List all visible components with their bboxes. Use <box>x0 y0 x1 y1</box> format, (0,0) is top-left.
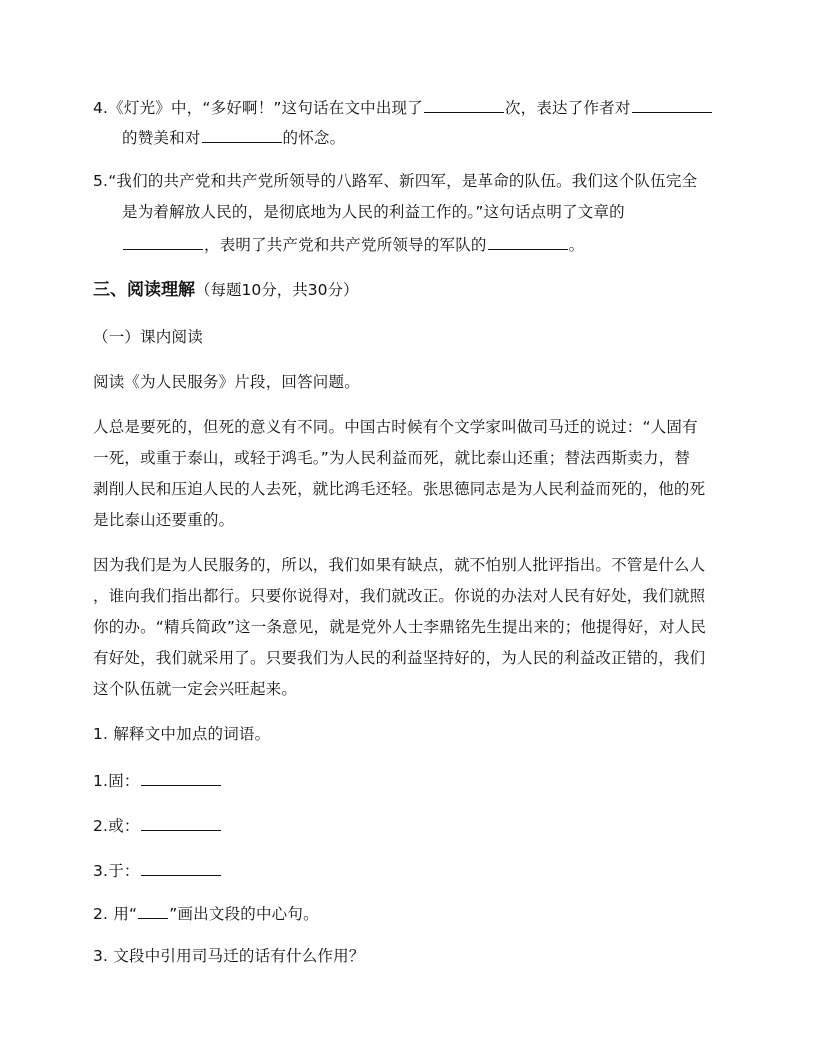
question-5-line-1 <box>93 171 697 191</box>
question-5-line-3 <box>122 233 584 255</box>
answer-blank[interactable] <box>141 859 221 876</box>
question-5-line-2 <box>122 202 625 222</box>
subsection-title-text: （一）课内阅读 <box>93 328 203 346</box>
question-5-text-b: 是为着解放人民的，是彻底地为人民的利益工作的。”这句话点明了文章的 <box>122 203 625 221</box>
section-title: 三、阅读理解 <box>93 280 195 300</box>
passage-p2-line <box>93 555 705 575</box>
question-5-text-d: 。 <box>568 236 585 254</box>
reading-instruction-text: 阅读《为人民服务》片段，回答问题。 <box>93 373 360 391</box>
passage-text: 有好处，我们就采用了。只要我们为人民的利益坚持好的，为人民的利益改正错的，我们 <box>93 649 706 667</box>
passage-text: 你的办。“精兵简政”这一条意见，就是党外人士李鼎铭先生提出来的；他提得好，对人民 <box>93 618 707 636</box>
passage-p1-line <box>93 417 698 437</box>
subsection-title <box>93 327 203 347</box>
question-1-item-2 <box>93 814 222 836</box>
answer-blank[interactable] <box>202 126 282 143</box>
passage-p2-line <box>93 679 297 699</box>
question-1-item-1-label: 1.固： <box>93 772 140 790</box>
underline-sample <box>138 902 168 919</box>
question-2 <box>93 902 319 924</box>
question-4-text-a: 4.《灯光》中，“多好啊！”这句话在文中出现了 <box>93 99 423 117</box>
question-3 <box>93 946 365 966</box>
answer-blank[interactable] <box>141 814 221 831</box>
answer-blank[interactable] <box>141 769 221 786</box>
reading-instruction <box>93 372 360 392</box>
question-4-line-1 <box>93 96 713 118</box>
passage-p1-line <box>93 479 705 499</box>
question-5-text-a: 5.“我们的共产党和共产党所领导的八路军、新四军，是革命的队伍。我们这个队伍完全 <box>93 172 698 190</box>
question-3-text: 3. 文段中引用司马迁的话有什么作用？ <box>93 947 365 965</box>
question-2-text-b: ”画出文段的中心句。 <box>169 905 319 923</box>
answer-blank[interactable] <box>123 233 203 250</box>
question-4-text-c: 的赞美和对 <box>122 129 201 147</box>
question-2-text-a: 2. 用“ <box>93 905 138 923</box>
passage-text: 是比泰山还要重的。 <box>93 511 235 529</box>
passage-text: 一死，或重于泰山，或轻于鸿毛。”为人民利益而死，就比泰山还重；替法西斯卖力，替 <box>93 449 691 467</box>
passage-p2-line <box>93 617 706 637</box>
question-1-item-1 <box>93 769 222 791</box>
question-1-item-2-label: 2.或： <box>93 817 140 835</box>
question-5-text-c: ，表明了共产党和共产党所领导的军队的 <box>204 236 487 254</box>
passage-p1-line <box>93 510 234 530</box>
question-4-line-2 <box>122 126 345 148</box>
question-1 <box>93 724 270 744</box>
passage-text: ，谁向我们指出都行。只要你说得对，我们就改正。你说的办法对人民有好处，我们就照 <box>93 587 706 605</box>
question-1-text: 1. 解释文中加点的词语。 <box>93 725 271 743</box>
question-4-text-d: 的怀念。 <box>282 129 346 147</box>
passage-text: 人总是要死的，但死的意义有不同。中国古时候有个文学家叫做司马迁的说过：“人固有 <box>93 418 698 436</box>
question-1-item-3-label: 3.于： <box>93 862 140 880</box>
passage-p2-line <box>93 586 705 606</box>
answer-blank[interactable] <box>424 96 504 113</box>
section-heading <box>93 279 358 301</box>
passage-p2-line <box>93 648 705 668</box>
question-4-text-b: 次，表达了作者对 <box>504 99 631 117</box>
passage-text: 剥削人民和压迫人民的人去死，就比鸿毛还轻。张思德同志是为人民利益而死的，他的死 <box>93 480 706 498</box>
passage-p1-line <box>93 448 690 468</box>
answer-blank[interactable] <box>488 233 568 250</box>
section-score: （每题10分，共30分） <box>195 281 359 299</box>
passage-text: 因为我们是为人民服务的，所以，我们如果有缺点，就不怕别人批评指出。不管是什么人 <box>93 556 706 574</box>
question-1-item-3 <box>93 859 222 881</box>
answer-blank[interactable] <box>632 96 712 113</box>
passage-text: 这个队伍就一定会兴旺起来。 <box>93 680 298 698</box>
